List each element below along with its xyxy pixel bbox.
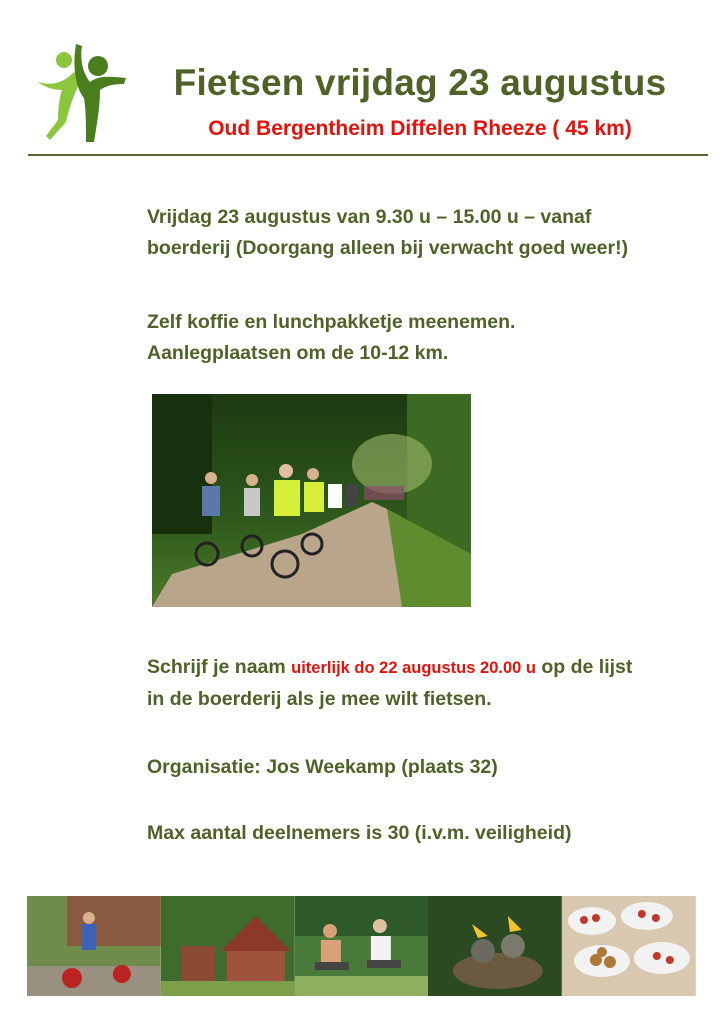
- page-title: Fietsen vrijdag 23 augustus: [173, 62, 667, 103]
- deadline-highlight: uiterlijk do 22 augustus 20.00 u: [291, 659, 536, 677]
- max-participants-line: Max aantal deelnemers is 30 (i.v.m. veiligheid): [147, 822, 572, 844]
- farmhouse-photo: [161, 896, 295, 996]
- text-part: Schrijf je naam: [147, 656, 292, 678]
- bring-along-paragraph: [147, 307, 707, 369]
- go-kart-photo: [27, 896, 161, 996]
- lawn-chairs-photo: [295, 896, 429, 996]
- snack-platters-photo: [562, 896, 696, 996]
- organisation-line: Organisatie: Jos Weekamp (plaats 32): [147, 756, 498, 778]
- photo-strip: [27, 896, 696, 996]
- logo-icon: [36, 42, 128, 144]
- text-line: boerderij (Doorgang alleen bij verwacht goed weer!): [147, 237, 629, 259]
- header-divider: [28, 154, 708, 156]
- text-part: op de lijst: [535, 656, 633, 678]
- text-line: Aanlegplaatsen om de 10-12 km.: [147, 342, 449, 364]
- text-line: [147, 652, 707, 684]
- date-time-paragraph: [147, 202, 707, 264]
- text-line: in de boerderij als je mee wilt fietsen.: [147, 688, 492, 710]
- group-cycling-photo: [152, 394, 471, 607]
- route-subtitle: Oud Bergentheim Diffelen Rheeze ( 45 km): [208, 117, 632, 140]
- text-line: Vrijdag 23 augustus van 9.30 u – 15.00 u – vanaf: [147, 206, 592, 228]
- text-line: Zelf koffie en lunchpakketje meenemen.: [147, 311, 516, 333]
- bird-nest-photo: [428, 896, 562, 996]
- registration-paragraph: [147, 652, 707, 715]
